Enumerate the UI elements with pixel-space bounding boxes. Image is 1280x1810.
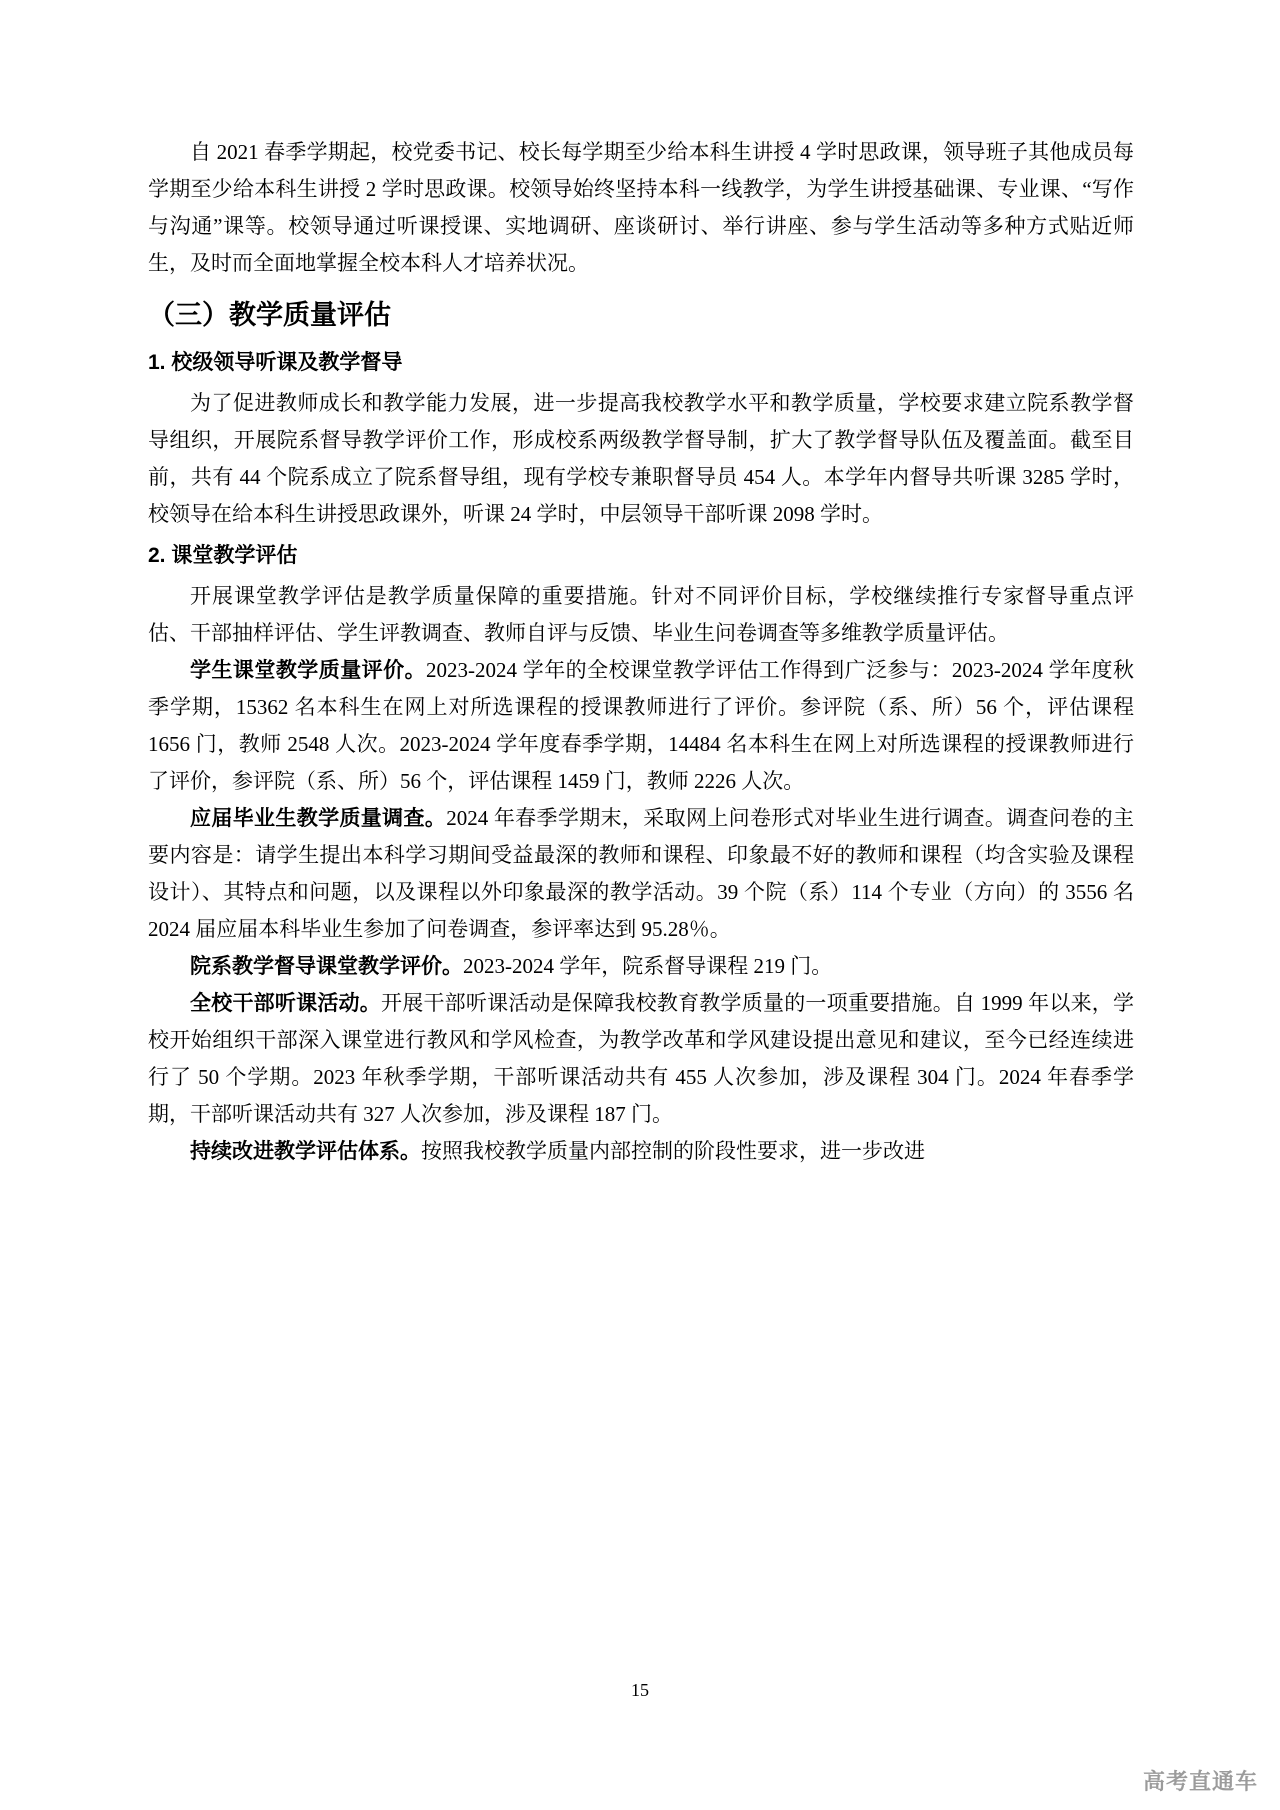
paragraph-text-student-evaluation: 2023-2024 学年的全校课堂教学评估工作得到广泛参与：2023-2024 学年度秋季学期，15362 名本科生在网上对所选课程的授课教师进行了评价。参评院（系、所）56 个，评估课程 1656 门，教师 2548 人次。2023-2024 学年度春季学期，14484 名本科生在网上对所选课程的授课教师进行了评价，参评院（系、所）56 个，评估课程 1459 门，教师 2226 人次。 <box>148 658 1135 793</box>
paragraph-lead-cadre-class-observation: 全校干部听课活动。 <box>190 992 381 1015</box>
page-content <box>148 134 1134 1170</box>
paragraph-supervision: 为了促进教师成长和教学能力发展，进一步提高我校教学水平和教学质量，学校要求建立院系教学督导组织，开展院系督导教学评价工作，形成校系两级教学督导制，扩大了教学督导队伍及覆盖面。截至目前，共有 44 个院系成立了院系督导组，现有学校专兼职督导员 454 人。本学年内督导共听课 3285 学时，校领导在给本科生讲授思政课外，听课 24 学时，中层领导干部听课 2098 学时。 <box>148 391 1134 526</box>
paragraph-evaluation-overview: 开展课堂教学评估是教学质量保障的重要措施。针对不同评价目标，学校继续推行专家督导重点评估、干部抽样评估、学生评教调查、教师自评与反馈、毕业生问卷调查等多维教学质量评估。 <box>148 584 1134 645</box>
paragraph-text-graduate-survey: 2024 年春季学期末，采取网上问卷形式对毕业生进行调查。调查问卷的主要内容是：请学生提出本科学习期间受益最深的教师和课程、印象最不好的教师和课程（均含实验及课程设计）、其特点和问题，以及课程以外印象最深的教学活动。39 个院（系）114 个专业（方向）的 3556 名 2024 届应届本科毕业生参加了问卷调查，参评率达到 95.28％。 <box>148 806 1135 941</box>
paragraph-student-evaluation <box>148 652 1134 800</box>
paragraph-lead-graduate-survey: 应届毕业生教学质量调查。 <box>190 807 447 830</box>
sub-heading-leader-class-observation: 1. 校级领导听课及教学督导 <box>148 351 403 374</box>
watermark-text: 高考直通车 <box>1142 1769 1258 1794</box>
paragraph-text-continuous-improvement: 按照我校教学质量内部控制的阶段性要求，进一步改进 <box>421 1139 925 1163</box>
paragraph-lead-department-supervision: 院系教学督导课堂教学评价。 <box>190 955 463 978</box>
paragraph-department-supervision <box>148 948 1134 985</box>
paragraph-text-cadre-class-observation: 开展干部听课活动是保障我校教育教学质量的一项重要措施。自 1999 年以来，学校开始组织干部深入课堂进行教风和学风检查，为教学改革和学风建设提出意见和建议，至今已经连续进行了 50 个学期。2023 年秋季学期，干部听课活动共有 455 人次参加，涉及课程 304 门。2024 年春季学期，干部听课活动共有 327 人次参加，涉及课程 187 门。 <box>148 991 1135 1126</box>
section-heading-teaching-quality-evaluation: （三）教学质量评估 <box>148 300 391 330</box>
paragraph-text-department-supervision: 2023-2024 学年，院系督导课程 219 门。 <box>463 954 833 978</box>
paragraph-graduate-survey <box>148 800 1134 948</box>
paragraph-intro: 自 2021 春季学期起，校党委书记、校长每学期至少给本科生讲授 4 学时思政课，领导班子其他成员每学期至少给本科生讲授 2 学时思政课。校领导始终坚持本科一线教学，为学生讲授基础课、专业课、“写作与沟通”课等。校领导通过听课授课、实地调研、座谈研讨、举行讲座、参与学生活动等多种方式贴近师生，及时而全面地掌握全校本科人才培养状况。 <box>148 140 1134 275</box>
paragraph-continuous-improvement <box>148 1133 1134 1170</box>
paragraph-lead-student-evaluation: 学生课堂教学质量评价。 <box>190 659 427 682</box>
page-number: 15 <box>631 1680 649 1700</box>
paragraph-cadre-class-observation <box>148 985 1134 1133</box>
paragraph-lead-continuous-improvement: 持续改进教学评估体系。 <box>190 1140 421 1163</box>
sub-heading-classroom-teaching-evaluation: 2. 课堂教学评估 <box>148 544 298 567</box>
